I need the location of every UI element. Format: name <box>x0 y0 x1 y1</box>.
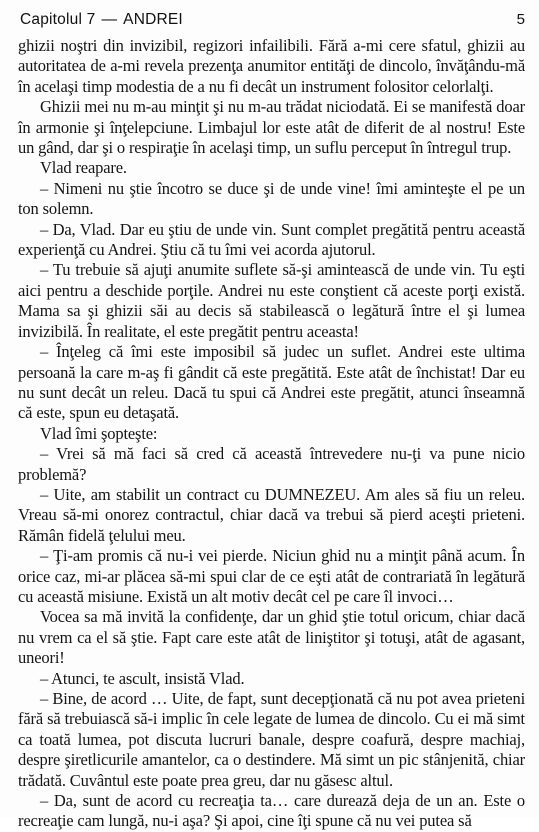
chapter-separator: — <box>101 11 118 28</box>
chapter-title: ANDREI <box>123 11 183 28</box>
paragraph: – Da, sunt de acord cu recreaţia ta… care durează deja de un an. Este o recreaţie cam lungă, nu-i aşa? Şi apoi, cine îţi spune că nu vei putea să <box>18 791 525 831</box>
running-header <box>20 11 525 33</box>
paragraph: – Nimeni nu ştie încotro se duce şi de unde vine! îmi aminteşte el pe un ton solemn. <box>18 178 525 219</box>
chapter-heading <box>20 11 183 29</box>
paragraph: – Înţeleg că îmi este imposibil să judec un suflet. Andrei este ultima persoană la care m-aş fi gândit că este pregătită. Este atât de închistat! Dar eu nu sunt decât un releu. Dacă tu spui că Andrei este pregătit, atunci înseamnă că este, spun eu detaşată. <box>18 342 525 423</box>
paragraph: Ghizii mei nu m-au minţit şi nu m-au trădat niciodată. Ei se manifestă doar în armonie şi înţelepciune. Limbajul lor este atât de diferit de al nostru! Este un gând, dar şi o respiraţie în acelaşi timp, un suflu perceput în întregul trup. <box>18 97 525 158</box>
paragraph: – Bine, de acord … Uite, de fapt, sunt decepţionată că nu pot avea prieteni fără să trebuiască să-i implic în cele legate de lumea de dincolo. Cu ei mă simt ca toată lumea, pot discuta lucruri banale, despre coafură, despre machiaj, despre şiretlicurile amantelor, ca o destindere. Mă simt un pic stânjenită, chiar trădată. Cuvântul este poate prea greu, dar nu găsesc altul. <box>18 689 525 790</box>
paragraph: Vlad îmi şopteşte: <box>40 423 158 443</box>
paragraph: ghizii noştri din invizibil, regizori infailibili. Fără a-mi cere sfatul, ghizii au autoritatea de a-mi revela prezenţa anumitor entităţi de dincolo, învăţându-mă în acelaşi timp modestia de a nu fi decât un instrument folositor celorlalţi. <box>18 36 525 96</box>
body-text <box>18 36 525 832</box>
page-number: 5 <box>516 11 525 28</box>
paragraph: – Ţi-am promis că nu-i vei pierde. Niciun ghid nu a minţit până acum. În orice caz, mi-ar plăcea să-mi spui clar de ce eşti atât de contrariată în legătură cu această misiune. Există un alt motiv decât cel pe care îl invoci… <box>18 546 525 606</box>
paragraph: Vocea sa mă invită la confidenţe, dar un ghid ştie totul oricum, chiar dacă nu vrem ca el să ştie. Fapt care este atât de liniştitor şi totuşi, atât de agasant, uneori! <box>18 607 525 668</box>
paragraph: – Uite, am stabilit un contract cu DUMNEZEU. Am ales să fiu un releu. Vreau să-mi onorez contractul, chiar dacă va trebui să pierd aceşti prieteni. Rămân fidelă ţelului meu. <box>18 484 525 545</box>
paragraph: – Vrei să mă faci să cred că această întrevedere nu-ţi va pune nicio problemă? <box>18 444 525 484</box>
paragraph: – Atunci, te ascult, insistă Vlad. <box>40 668 245 688</box>
paragraph: – Da, Vlad. Dar eu ştiu de unde vin. Sunt complet pregătită pentru această experienţă cu Andrei. Ştiu că tu îmi vei acorda ajutorul. <box>18 219 525 260</box>
paragraph: Vlad reapare. <box>40 158 127 178</box>
paragraph: – Tu trebuie să ajuţi anumite suflete să-şi amintească de unde vin. Tu eşti aici pentru a deschide porţile. Andrei nu este conştient că aceste porţi există. Mama sa şi ghizii săi au decis să stabilească o legătură între el şi lumea invizibilă. În realitate, el este pregătit pentru aceasta! <box>18 260 525 341</box>
chapter-label: Capitolul 7 <box>20 11 96 28</box>
